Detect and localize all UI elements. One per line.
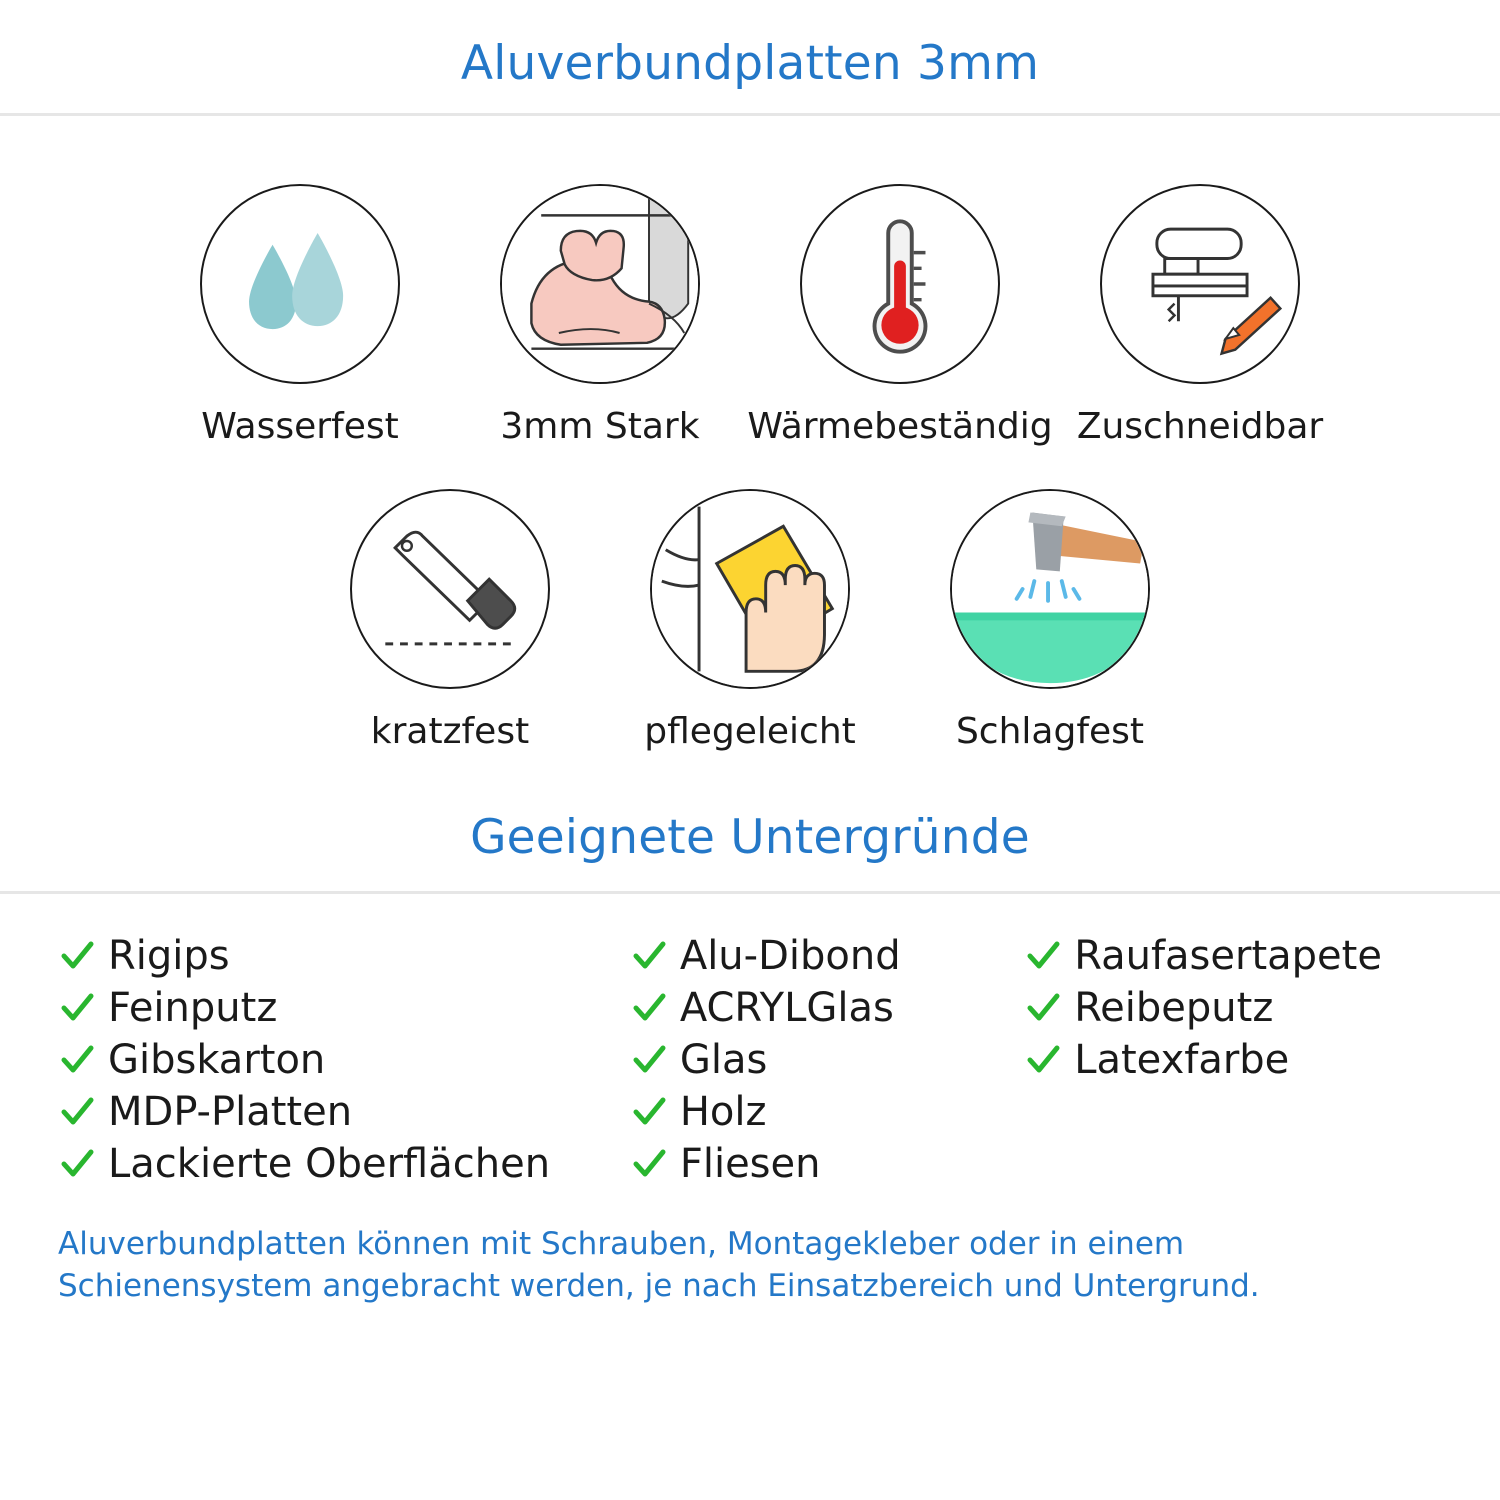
feature-label: 3mm Stark — [500, 406, 700, 447]
list-item-label: Feinputz — [108, 985, 278, 1031]
check-icon — [60, 1095, 94, 1129]
knife-scratch-icon — [350, 489, 550, 689]
list-item-label: Glas — [679, 1037, 768, 1083]
feature-label: Schlagfest — [955, 711, 1145, 752]
feature-schlagfest — [900, 489, 1200, 752]
check-icon — [632, 1043, 666, 1077]
features-row-1 — [0, 184, 1500, 447]
substrates-title: Geeignete Untergründe — [470, 810, 1030, 865]
check-icon — [632, 1147, 666, 1181]
substrates-list — [0, 894, 1500, 1190]
list-item-label: Raufasertapete — [1074, 933, 1382, 979]
check-icon — [60, 1147, 94, 1181]
title-divider — [0, 113, 1500, 116]
list-item-label: Holz — [679, 1089, 767, 1135]
list-item — [1026, 1034, 1460, 1086]
strong-arm-icon — [500, 184, 700, 384]
water-drops-icon — [200, 184, 400, 384]
feature-label: kratzfest — [370, 711, 530, 752]
check-icon — [60, 991, 94, 1025]
list-item — [60, 930, 632, 982]
list-item-label: Fliesen — [679, 1141, 821, 1187]
list-item-label: Alu-Dibond — [679, 933, 901, 979]
check-icon — [632, 1095, 666, 1129]
feature-label: Wasserfest — [201, 406, 399, 447]
list-item — [60, 982, 632, 1034]
page-title: Aluverbundplatten 3mm — [460, 36, 1040, 91]
list-item — [632, 1138, 1026, 1190]
list-item-label: Rigips — [108, 933, 230, 979]
list-item — [632, 1034, 1026, 1086]
thermometer-icon — [800, 184, 1000, 384]
substrates-column-1 — [40, 930, 632, 1190]
list-item-label: Latexfarbe — [1074, 1037, 1290, 1083]
list-item — [1026, 930, 1460, 982]
list-item — [632, 1086, 1026, 1138]
check-icon — [60, 939, 94, 973]
list-item-label: MDP-Platten — [108, 1089, 353, 1135]
jigsaw-cutter-icon — [1100, 184, 1300, 384]
check-icon — [632, 991, 666, 1025]
list-item-label: Reibeputz — [1074, 985, 1274, 1031]
list-item — [60, 1034, 632, 1086]
feature-kratzfest — [300, 489, 600, 752]
check-icon — [632, 939, 666, 973]
feature-label: pflegeleicht — [644, 711, 856, 752]
cleaning-cloth-icon — [650, 489, 850, 689]
features-row-2 — [0, 489, 1500, 752]
hammer-impact-icon — [950, 489, 1150, 689]
feature-wasserfest — [150, 184, 450, 447]
list-item — [632, 982, 1026, 1034]
substrates-section — [0, 810, 1500, 894]
feature-label: Wärmebeständig — [747, 406, 1053, 447]
feature-3mm-stark — [450, 184, 750, 447]
footnote-text: Aluverbundplatten können mit Schrauben, Montagekleber oder in einem Schienensystem angebracht werden, je nach Einsatzbereich und Untergrund. — [58, 1226, 1260, 1304]
check-icon — [60, 1043, 94, 1077]
feature-zuschneidbar — [1050, 184, 1350, 447]
feature-label: Zuschneidbar — [1076, 406, 1324, 447]
substrates-column-3 — [1026, 930, 1460, 1190]
list-item-label: ACRYLGlas — [679, 985, 894, 1031]
check-icon — [1026, 939, 1060, 973]
feature-waermebestaendig — [747, 184, 1053, 447]
list-item — [60, 1086, 632, 1138]
list-item-label: Lackierte Oberflächen — [108, 1141, 551, 1187]
feature-pflegeleicht — [600, 489, 900, 752]
list-item-label: Gibskarton — [108, 1037, 326, 1083]
check-icon — [1026, 991, 1060, 1025]
substrates-column-2 — [632, 930, 1026, 1190]
list-item — [632, 930, 1026, 982]
list-item — [1026, 982, 1460, 1034]
check-icon — [1026, 1043, 1060, 1077]
list-item — [60, 1138, 632, 1190]
